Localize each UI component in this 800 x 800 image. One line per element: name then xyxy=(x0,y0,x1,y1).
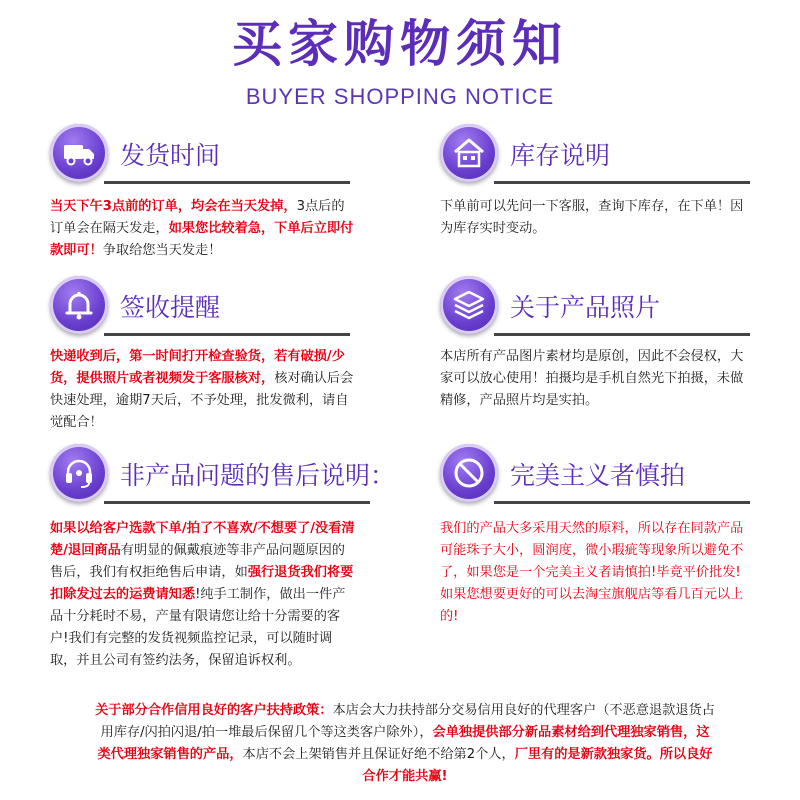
section-header-aftersale xyxy=(50,444,396,504)
section-header-perfectionist xyxy=(440,444,750,504)
section-header-photos xyxy=(440,276,750,336)
section-divider xyxy=(494,501,750,504)
page-subtitle: BUYER SHOPPING NOTICE xyxy=(245,84,555,109)
section-divider xyxy=(494,333,750,336)
truck-icon xyxy=(50,124,108,182)
bell-icon xyxy=(50,276,108,334)
section-title-aftersale: 非产品问题的售后说明： xyxy=(120,461,396,490)
section-body-stock: 下单前可以先问一下客服，查询下库存，在下单！因为库存实时变动。 xyxy=(440,199,744,236)
store-icon xyxy=(440,124,498,182)
section-title-stock: 库存说明 xyxy=(510,141,611,170)
section-body-receipt: 快递收到后，第一时间打开检查验货，若有破损/少货，提供照片或者视频发于客服核对，核对确认后会快速处理，逾期7天后，不予处理，批发微利，请自觉配合！ xyxy=(50,349,354,430)
section-title-perfectionist: 完美主义者慎拍 xyxy=(510,461,686,490)
section-divider xyxy=(104,501,370,504)
no-icon xyxy=(440,444,498,502)
section-header-stock xyxy=(440,124,750,184)
page-title: 买家购物须知 xyxy=(232,15,568,73)
section-body-aftersale: 如果以给客户选款下单/拍了不喜欢/不想要了/没看清楚/退回商品有明显的佩戴痕迹等非产品问题原因的售后，我们有权拒绝售后申请，如强行退货我们将要扣除发过去的运费请知悉!纯手工制作，做出一件产品十分耗时不易，产量有限请您让给十分需要的客户!我们有完整的发货视频监控记录，可以随时调取，并且公司有签约法务，保留追诉权利。 xyxy=(50,521,355,668)
section-divider xyxy=(104,181,350,184)
section-title-receipt: 签收提醒 xyxy=(120,293,221,322)
headset-icon xyxy=(50,444,108,502)
bottom-policy: 关于部分合作信用良好的客户扶持政策：本店会大力扶持部分交易信用良好的代理客户（不恶意退款退货占用库存/闪拍闪退/拍一堆最后保留几个等这类客户除外），会单独提供部分新品素材给到代理独家销售，这类代理独家销售的产品，本店不会上架销售并且保证好绝不给第2个人，厂里有的是新款独家货。所以良好合作才能共赢! xyxy=(95,703,715,784)
section-title-photos: 关于产品照片 xyxy=(510,293,661,322)
section-header-receipt xyxy=(50,276,350,336)
section-divider xyxy=(104,333,350,336)
section-body-photos: 本店所有产品图片素材均是原创，因此不会侵权，大家可以放心使用！拍摄均是手机自然光下拍摄，未做精修，产品照片均是实拍。 xyxy=(440,349,744,408)
section-divider xyxy=(494,181,750,184)
section-header-shipping xyxy=(50,124,350,184)
section-title-shipping: 发货时间 xyxy=(120,141,221,170)
section-body-perfectionist: 我们的产品大多采用天然的原料，所以存在同款产品可能珠子大小，圆润度，微小瑕疵等现象所以避免不了，如果您是一个完美主义者请慎拍!毕竟平价批发!如果您想要更好的可以去淘宝旗舰店等看几百元以上的! xyxy=(440,521,744,624)
section-body-shipping: 当天下午3点前的订单，均会在当天发掉，3点后的订单会在隔天发走，如果您比较着急，下单后立即付款即可！争取给您当天发走！ xyxy=(50,199,354,258)
layers-icon xyxy=(440,276,498,334)
